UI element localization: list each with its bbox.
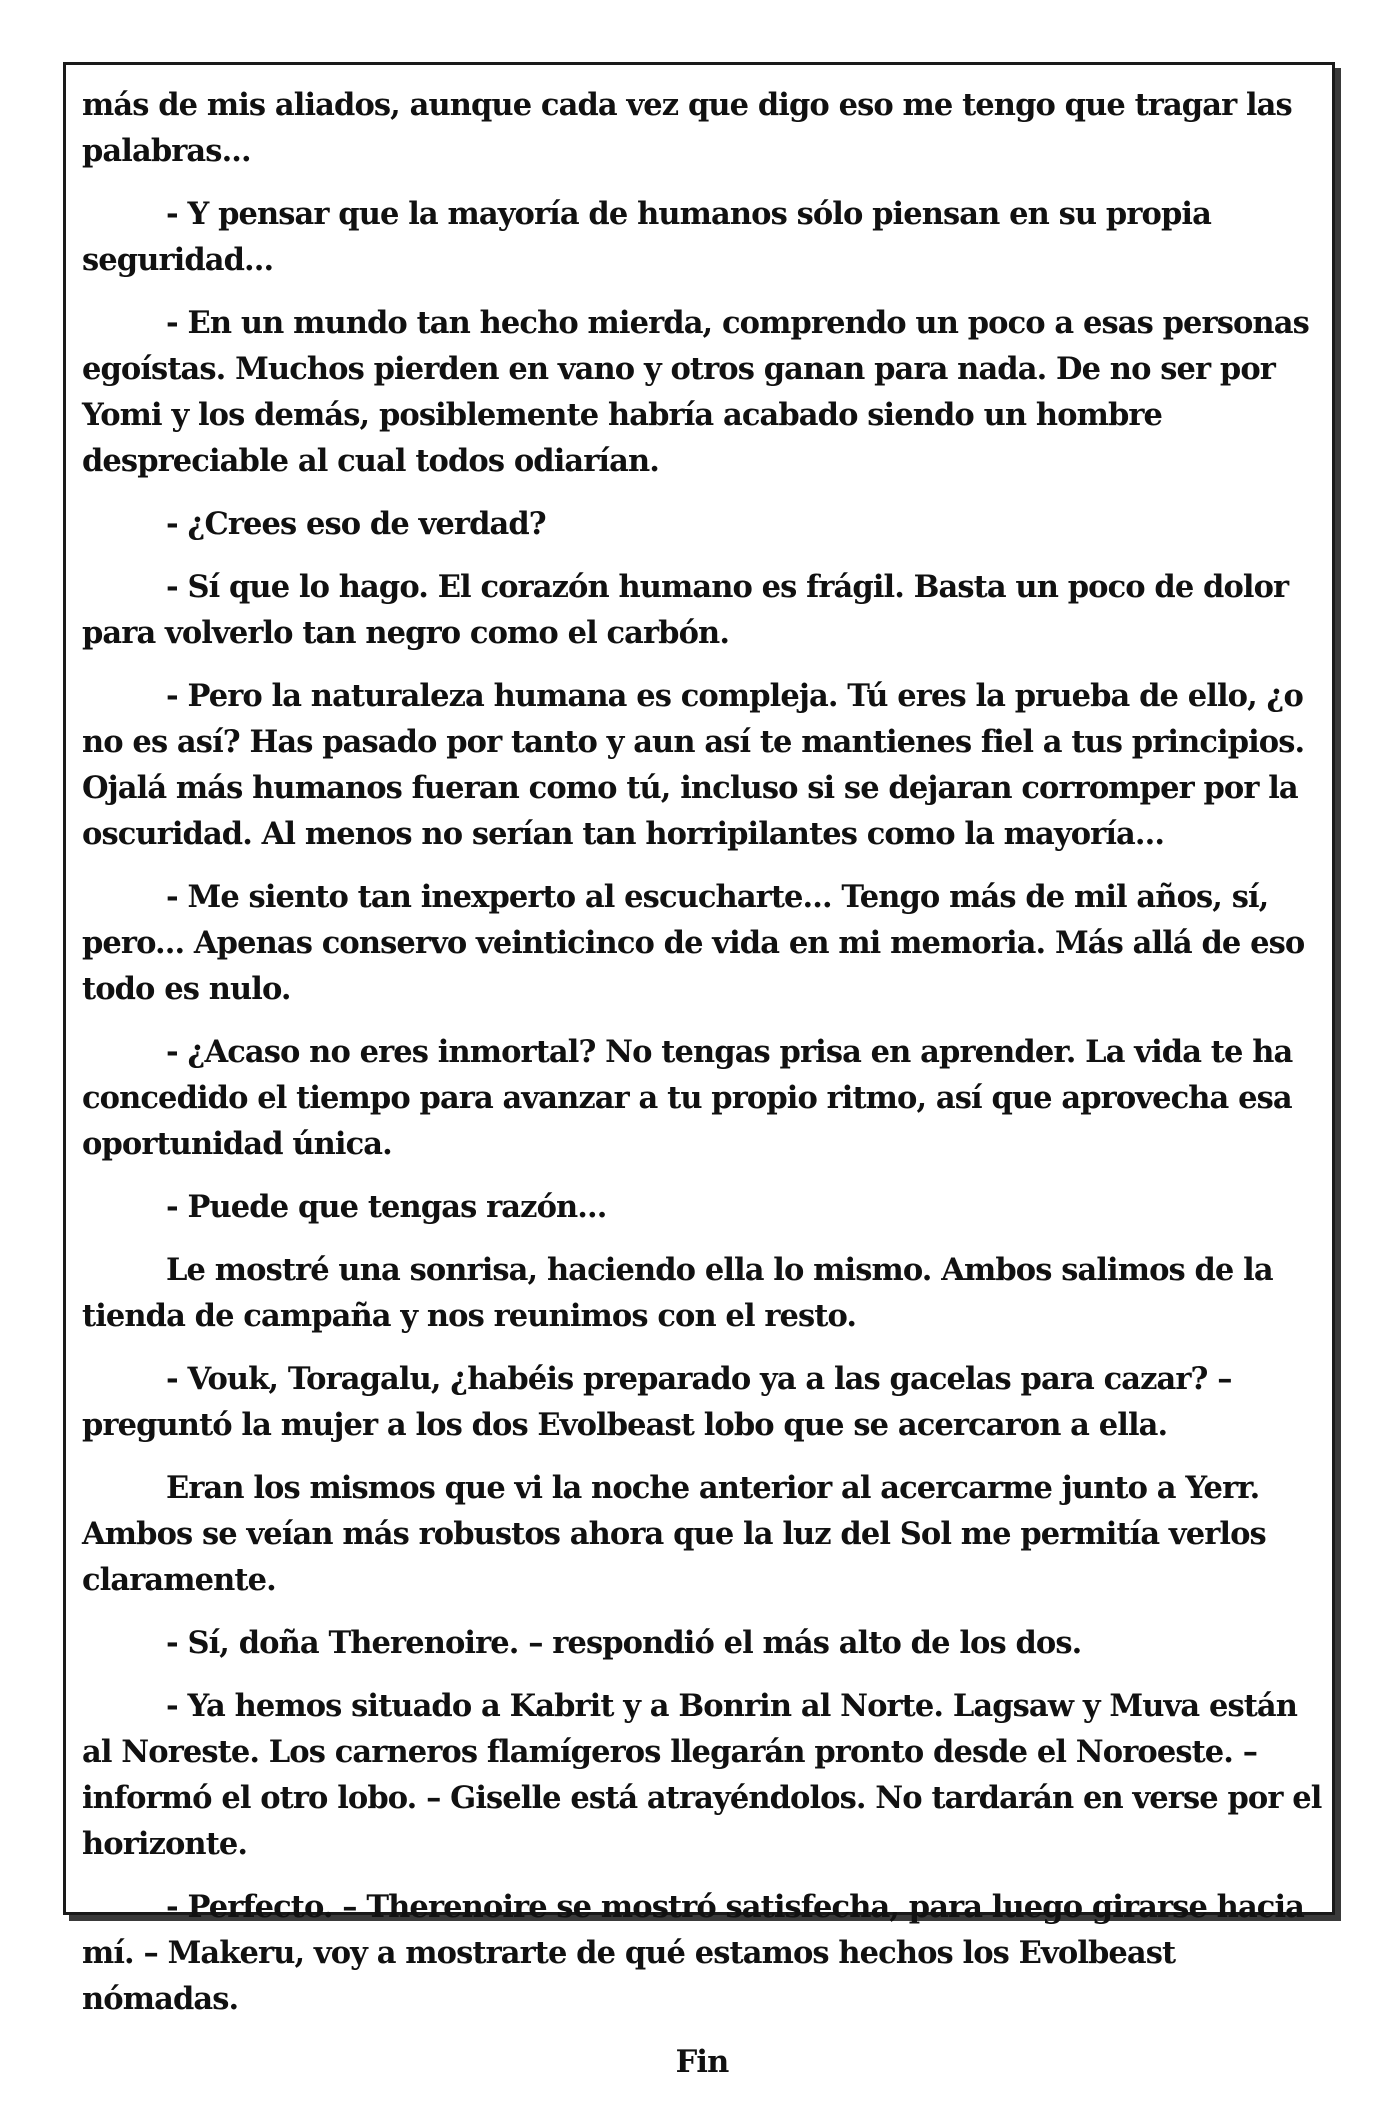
paragraph-8: - ¿Acaso no eres inmortal? No tengas prisa en aprender. La vida te ha concedido el tiempo para avanzar a tu propio ritmo, así que aprovecha esa oportunidad única. bbox=[82, 1034, 1293, 1162]
paragraph-5: - Sí que lo hago. El corazón humano es frágil. Basta un poco de dolor para volverlo tan negro como el carbón. bbox=[82, 569, 1289, 651]
paragraph-2: - Y pensar que la mayoría de humanos sólo piensan en su propia seguridad... bbox=[82, 196, 1211, 278]
paragraph-10: Le mostré una sonrisa, haciendo ella lo mismo. Ambos salimos de la tienda de campaña y nos reunimos con el resto. bbox=[82, 1252, 1273, 1334]
paragraph-9: - Puede que tengas razón... bbox=[166, 1189, 607, 1225]
ending-text: Fin bbox=[675, 2044, 729, 2080]
paragraph-14: - Ya hemos situado a Kabrit y a Bonrin al Norte. Lagsaw y Muva están al Noreste. Los carneros flamígeros llegarán pronto desde el Noroeste. – informó el otro lobo. – Giselle está atrayéndolos. No tardarán en verse por el horizonte. bbox=[82, 1688, 1322, 1862]
paragraph-7: - Me siento tan inexperto al escucharte... Tengo más de mil años, sí, pero... Apenas conservo veinticinco de vida en mi memoria. Más allá de eso todo es nulo. bbox=[82, 879, 1305, 1007]
paragraph-12: Eran los mismos que vi la noche anterior al acercarme junto a Yerr. Ambos se veían más robustos ahora que la luz del Sol me permitía verlos claramente. bbox=[82, 1470, 1266, 1598]
paragraph-15: - Perfecto. – Therenoire se mostró satisfecha, para luego girarse hacia mí. – Makeru, voy a mostrarte de qué estamos hechos los Evolbeast nómadas. bbox=[82, 1889, 1305, 2017]
paragraph-6: - Pero la naturaleza humana es compleja. Tú eres la prueba de ello, ¿o no es así? Has pasado por tanto y aun así te mantienes fiel a tus principios. Ojalá más humanos fueran como tú, incluso si se dejaran corromper por la oscuridad. Al menos no serían tan horripilantes como la mayoría... bbox=[82, 678, 1305, 852]
paragraph-4: - ¿Crees eso de verdad? bbox=[166, 506, 546, 542]
paragraph-1: más de mis aliados, aunque cada vez que digo eso me tengo que tragar las palabras... bbox=[82, 87, 1292, 169]
paragraph-3: - En un mundo tan hecho mierda, comprendo un poco a esas personas egoístas. Muchos pierden en vano y otros ganan para nada. De no ser por Yomi y los demás, posiblemente habría acabado siendo un hombre despreciable al cual todos odiarían. bbox=[82, 305, 1309, 479]
paragraph-11: - Vouk, Toragalu, ¿habéis preparado ya a las gacelas para cazar? – preguntó la mujer a los dos Evolbeast lobo que se acercaron a ella. bbox=[82, 1361, 1232, 1443]
document-body bbox=[82, 82, 1322, 2102]
paragraph-13: - Sí, doña Therenoire. – respondió el más alto de los dos. bbox=[166, 1625, 1082, 1661]
